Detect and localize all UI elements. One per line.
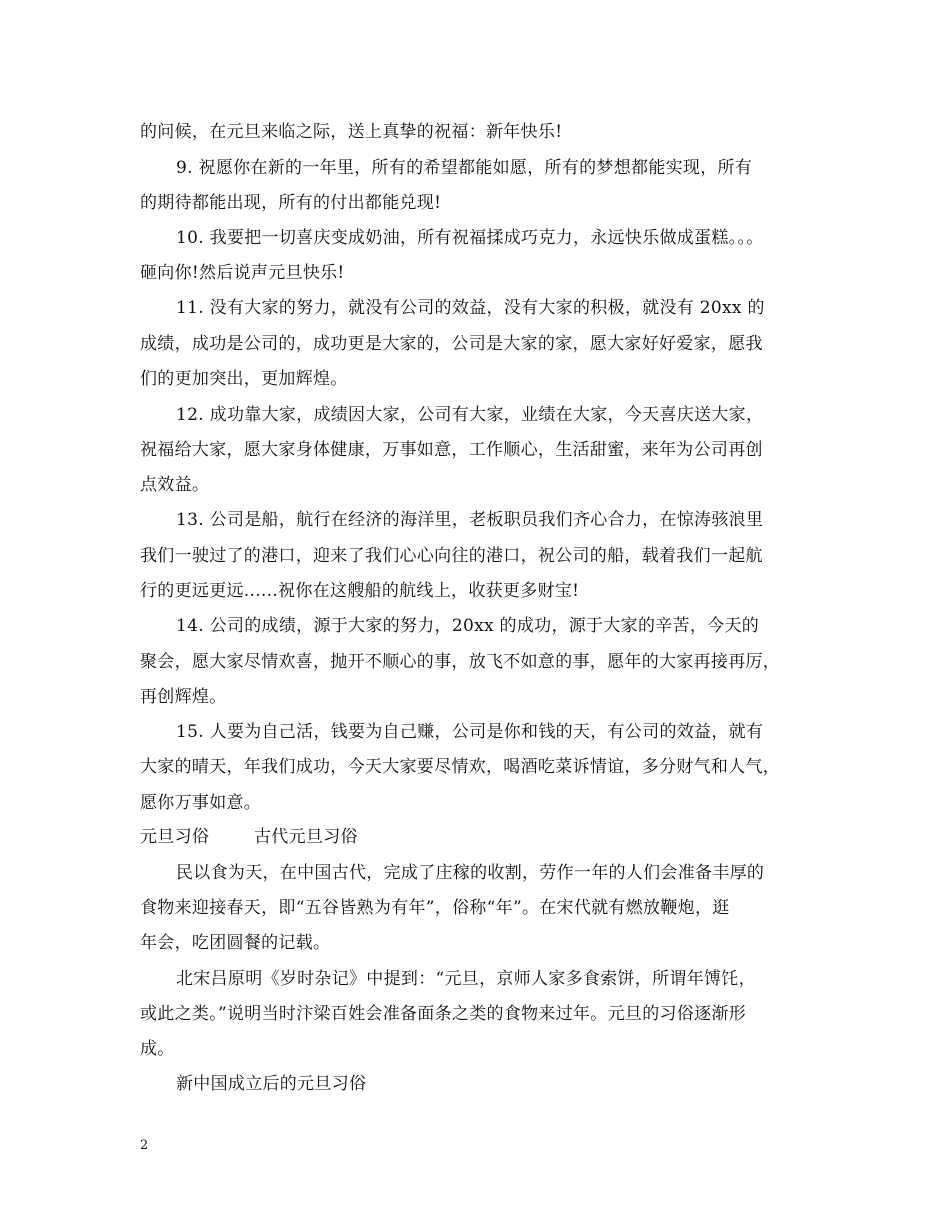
page-number: 2 [140,1138,149,1153]
list-item-14: 14. 公司的成绩，源于大家的努力，20xx 的成功，源于大家的辛苦，今天的 [176,616,760,636]
text-line: 食物来迎接春天，即“五谷皆熟为有年”，俗称“年”。在宋代就有燃放鞭炮，逛 [140,898,730,918]
text-line: 祝福给大家，愿大家身体健康，万事如意，工作顺心，生活甜蜜，来年为公司再创 [140,440,763,460]
section-subheading: 古代元旦习俗 [254,827,358,847]
text-line: 的期待都能出现，所有的付出都能兑现! [140,193,442,213]
text-line: 们的更加突出，更加辉煌。 [140,369,348,389]
list-item-10: 10. 我要把一切喜庆变成奶油，所有祝福揉成巧克力，永远快乐做成蛋糕。。。 [176,228,764,248]
list-item-13: 13. 公司是船，航行在经济的海洋里，老板职员我们齐心合力，在惊涛骇浪里 [176,510,764,530]
text-line: 大家的晴天，年我们成功，今天大家要尽情欢，喝酒吃菜诉情谊，多分财气和人气， [140,757,781,777]
text-line: 砸向你!然后说声元旦快乐! [140,263,345,283]
paragraph-line: 新中国成立后的元旦习俗 [176,1074,367,1094]
list-item-12: 12. 成功靠大家，成绩因大家，公司有大家，业绩在大家，今天喜庆送大家， [176,405,764,425]
text-line: 行的更远更远......祝你在这艘船的航线上，收获更多财宝! [140,581,580,601]
list-item-15: 15. 人要为自己活，钱要为自己赚，公司是你和钱的天，有公司的效益，就有 [176,722,764,742]
text-line: 年会，吃团圆餐的记载。 [140,933,331,953]
text-line: 或此之类。”说明当时汴梁百姓会准备面条之类的食物来过年。元旦的习俗逐渐形 [140,1004,746,1024]
paragraph-line: 民以食为天，在中国古代，完成了庄稼的收割，劳作一年的人们会准备丰厚的 [176,863,765,883]
text-line: 再创辉煌。 [140,687,227,707]
text-line: 的问候，在元旦来临之际，送上真挚的祝福：新年快乐! [140,122,563,142]
text-line: 愿你万事如意。 [140,793,262,813]
list-item-9: 9. 祝愿你在新的一年里，所有的希望都能如愿，所有的梦想都能实现，所有 [176,158,753,178]
text-line: 我们一驶过了的港口，迎来了我们心心向往的港口，祝公司的船，载着我们一起航 [140,546,763,566]
text-line: 点效益。 [140,475,210,495]
paragraph-line: 北宋吕原明《岁时杂记》中提到：“元旦，京师人家多食索饼，所谓年馎饦， [176,969,756,989]
text-line: 成。 [140,1039,175,1059]
section-heading: 元旦习俗 [140,827,210,847]
text-line: 成绩，成功是公司的，成功更是大家的，公司是大家的家，愿大家好好爱家，愿我 [140,334,763,354]
list-item-11: 11. 没有大家的努力，就没有公司的效益，没有大家的积极，就没有 20xx 的 [176,298,765,318]
text-line: 聚会，愿大家尽情欢喜，抛开不顺心的事，放飞不如意的事，愿年的大家再接再厉， [140,652,781,672]
